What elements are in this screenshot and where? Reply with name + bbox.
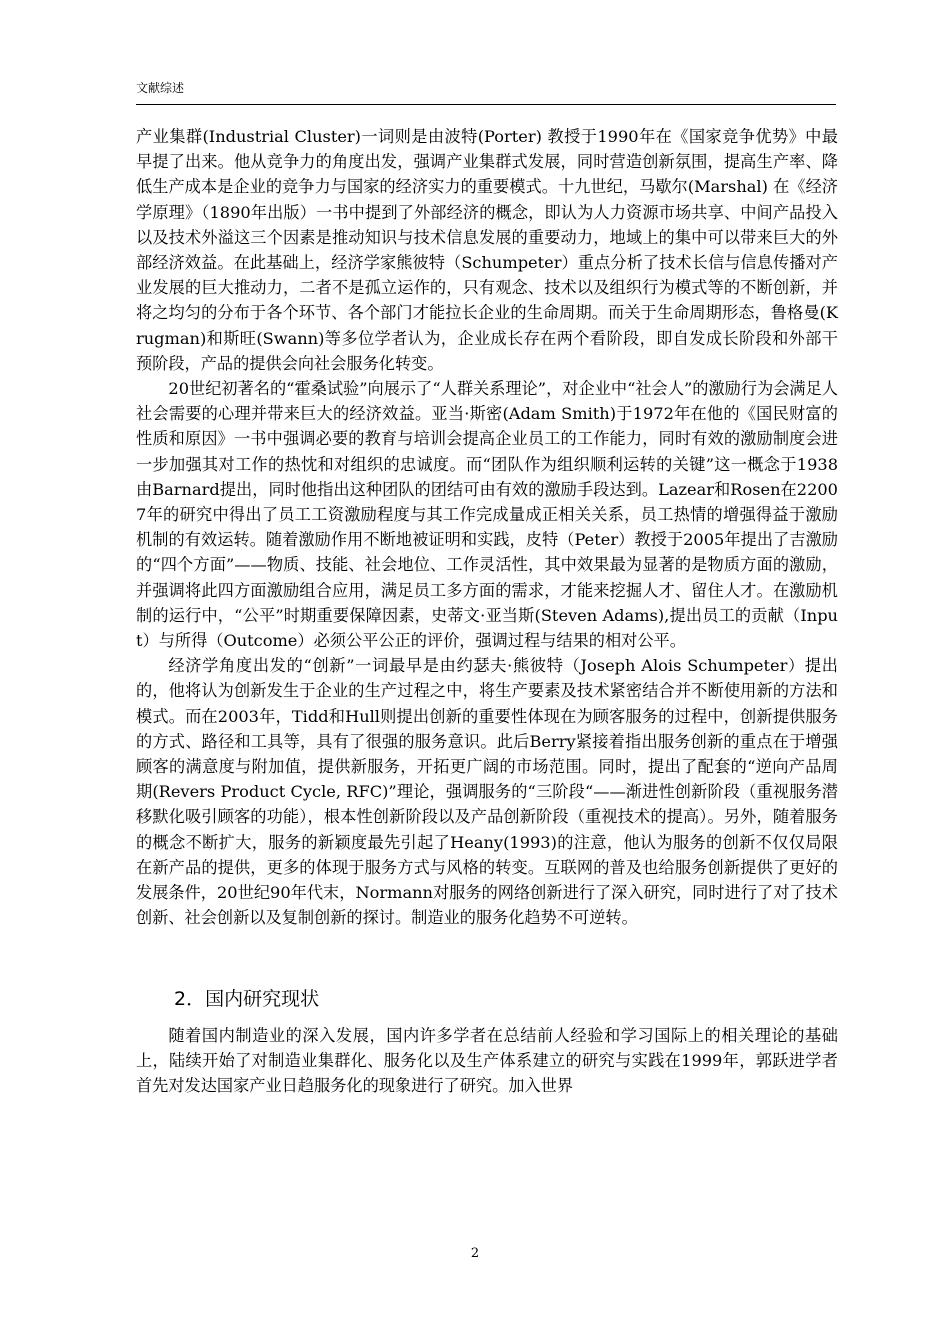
section-heading: 2．国内研究现状: [174, 987, 320, 1010]
document-body: [136, 124, 838, 1098]
header-label: 文献综述: [136, 81, 185, 95]
paragraph-domestic-research: 随着国内制造业的深入发展，国内许多学者在总结前人经验和学习国际上的相关理论的基础上，陆续开始了对制造业集群化、服务化以及生产体系建立的研究与实践在1999年，郭跃进学者首先对发达国家产业日趋服务化的现象进行了研究。加入世界: [136, 1025, 838, 1095]
running-header: [136, 80, 836, 105]
paragraph-industrial-cluster: 产业集群(Industrial Cluster)一词则是由波特(Porter) 教授于1990年在《国家竞争优势》中最早提了出来。他从竞争力的角度出发，强调产业集群式发展，同时营造创新氛围，提高生产率、降低生产成本是企业的竞争力与国家的经济实力的重要模式。十九世纪，马歇尔(Marshal) 在《经济学原理》（1890年出版）一书中提到了外部经济的概念，即认为人力资源市场共享、中间产品投入以及技术外溢这三个因素是推动知识与技术信息发展的重要动力，地域上的集中可以带来巨大的外部经济效益。在此基础上，经济学家熊彼特（Schumpeter）重点分析了技术长信与信息传播对产业发展的巨大推动力，二者不是孤立运作的，只有观念、技术以及组织行为模式等的不断创新，并将之均匀的分布于各个环节、各个部门才能拉长企业的生命周期。而关于生命周期形态，鲁格曼(Krugman)和斯旺(Swann)等多位学者认为，企业成长存在两个看阶段，即自发成长阶段和外部干预阶段，产品的提供会向社会服务化转变。: [136, 127, 838, 373]
page-number: 2: [470, 1246, 480, 1261]
paragraph-innovation: 经济学角度出发的“创新”一词最早是由约瑟夫·熊彼特（Joseph Alois Schumpeter）提出的，他将认为创新发生于企业的生产过程之中，将生产要素及技术紧密结合并不断使用新的方法和模式。而在2003年，Tidd和Hull则提出创新的重要性体现在为顾客服务的过程中，创新提供服务的方式、路径和工具等，具有了很强的服务意识。此后Berry紧接着指出服务创新的重点在于增强顾客的满意度与附加值，提供新服务，开拓更广阔的市场范围。同时，提出了配套的“逆向产品周期(Revers Product Cycle, RFC)”理论，强调服务的“三阶段“——渐进性创新阶段（重视服务潜移默化吸引顾客的功能），根本性创新阶段以及产品创新阶段（重视技术的提高）。另外，随着服务的概念不断扩大，服务的新颖度最先引起了Heany(1993)的注意，他认为服务的创新不仅仅局限在新产品的提供，更多的体现于服务方式与风格的转变。互联网的普及也给服务创新提供了更好的发展条件，20世纪90年代末，Normann对服务的网络创新进行了深入研究，同时进行了对了技术创新、社会创新以及复制创新的探讨。制造业的服务化趋势不可逆转。: [136, 656, 838, 928]
paragraph-incentive: 20世纪初著名的“霍桑试验”向展示了“人群关系理论”，对企业中“社会人”的激励行为会满足人社会需要的心理并带来巨大的经济效益。亚当·斯密(Adam Smith)于1972年在他的《国民财富的性质和原因》一书中强调必要的教育与培训会提高企业员工的工作能力，同时有效的激励制度会进一步加强其对工作的热忱和对组织的忠诚度。而“团队作为组织顺利运转的关键”这一概念于1938由Barnard提出，同时他指出这种团队的团结可由有效的激励手段达到。Lazear和Rosen在22007年的研究中得出了员工工资激励程度与其工作完成量成正相关关系，员工热情的增强得益于激励机制的有效运转。随着激励作用不断地被证明和实践，皮特（Peter）教授于2005年提出了吉激励的“四个方面”——物质、技能、社会地位、工作灵活性，其中效果最为显著的是物质方面的激励，并强调将此四方面激励组合应用，满足员工多方面的需求，才能来挖掘人才、留住人才。在激励机制的运行中，“公平”时期重要保障因素，史蒂文·亚当斯(Steven Adams),提出员工的贡献（Input）与所得（Outcome）必须公平公正的评价，强调过程与结果的相对公平。: [136, 379, 838, 651]
